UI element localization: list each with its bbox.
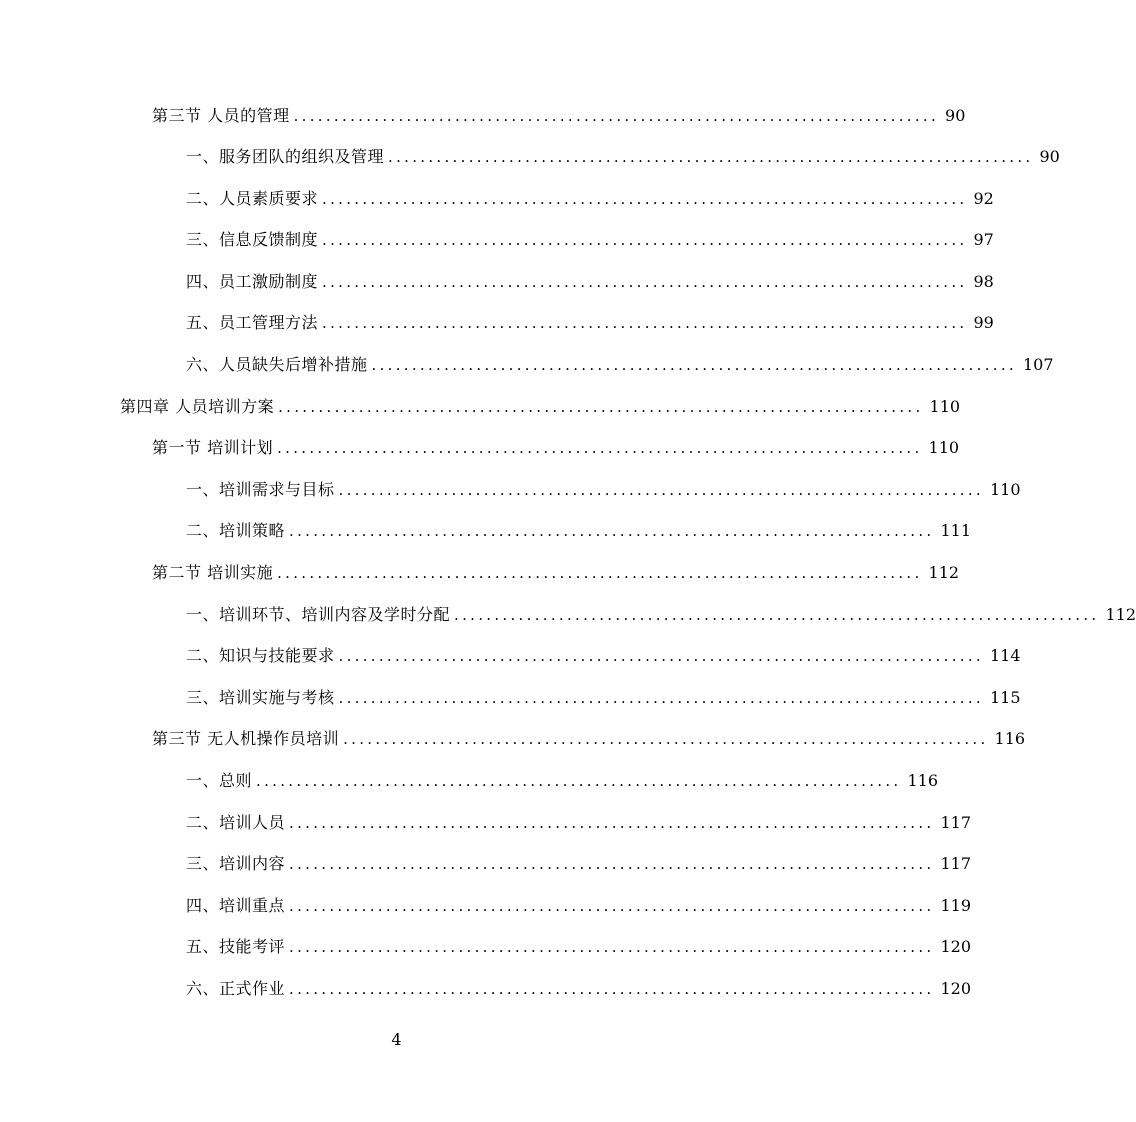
toc-entry-page: 110	[928, 438, 960, 457]
toc-entry[interactable]	[186, 641, 1021, 671]
toc-leader-dots: ................................................................................	[338, 647, 984, 665]
toc-entry-title: 二、知识与技能要求	[186, 646, 335, 665]
toc-entry-page: 120	[940, 979, 972, 998]
toc-leader-dots: ................................................................................	[289, 980, 935, 998]
toc-entry-page: 112	[928, 563, 960, 582]
toc-leader-dots: ................................................................................	[454, 606, 1100, 624]
toc-leader-dots: ................................................................................	[338, 481, 984, 499]
toc-entry[interactable]	[152, 558, 960, 588]
toc-entry[interactable]	[186, 932, 972, 962]
toc-entry-title: 一、总则	[186, 771, 253, 790]
toc-entry-title: 二、培训策略	[186, 521, 286, 540]
toc-entry-title: 六、人员缺失后增补措施	[186, 355, 368, 374]
toc-leader-dots: ................................................................................	[256, 772, 902, 790]
toc-entry-title: 二、人员素质要求	[186, 189, 319, 208]
toc-entry[interactable]	[186, 808, 972, 838]
toc-entry-title: 第三节 无人机操作员培训	[152, 729, 340, 748]
toc-entry-page: 120	[940, 937, 972, 956]
toc-entry[interactable]	[186, 184, 994, 214]
toc-entry[interactable]	[186, 225, 994, 255]
toc-entry-page: 110	[929, 397, 961, 416]
toc-entry-page: 98	[973, 272, 994, 291]
toc-entry-title: 三、信息反馈制度	[186, 230, 319, 249]
toc-entry-title: 第三节 人员的管理	[152, 106, 290, 125]
toc-leader-dots: ................................................................................	[322, 231, 968, 249]
toc-entry[interactable]	[152, 433, 960, 463]
toc-entry[interactable]	[186, 267, 994, 297]
toc-entry[interactable]	[186, 849, 972, 879]
toc-entry-page: 99	[973, 313, 994, 332]
toc-entry-title: 一、服务团队的组织及管理	[186, 147, 385, 166]
toc-entry[interactable]	[186, 600, 1136, 630]
toc-leader-dots: ................................................................................	[277, 439, 923, 457]
toc-entry-title: 三、培训实施与考核	[186, 688, 335, 707]
toc-entry-title: 二、培训人员	[186, 813, 286, 832]
toc-entry-page: 119	[940, 896, 972, 915]
toc-entry-page: 111	[940, 521, 972, 540]
toc-leader-dots: ................................................................................	[289, 855, 935, 873]
toc-leader-dots: ................................................................................	[322, 273, 968, 291]
toc-entry[interactable]	[186, 142, 1060, 172]
toc-entry-title: 三、培训内容	[186, 854, 286, 873]
toc-entry-page: 116	[994, 729, 1026, 748]
toc-leader-dots: ................................................................................	[289, 814, 935, 832]
toc-leader-dots: ................................................................................	[293, 107, 940, 125]
toc-entry-title: 第四章 人员培训方案	[120, 397, 275, 416]
toc-leader-dots: ................................................................................	[322, 190, 968, 208]
toc-entry[interactable]	[152, 101, 966, 131]
toc-entry-title: 六、正式作业	[186, 979, 286, 998]
toc-entry[interactable]	[186, 683, 1021, 713]
toc-entry[interactable]	[186, 974, 972, 1004]
toc-entry-page: 107	[1022, 355, 1054, 374]
toc-entry-page: 117	[940, 813, 972, 832]
toc-entry-page: 92	[973, 189, 994, 208]
toc-entry-page: 90	[945, 106, 966, 125]
toc-entry-title: 第一节 培训计划	[152, 438, 274, 457]
page-number: 4	[391, 1030, 402, 1049]
toc-entry-page: 114	[989, 646, 1021, 665]
toc-entry[interactable]	[186, 475, 1021, 505]
toc-entry-title: 四、员工激励制度	[186, 272, 319, 291]
toc-entry[interactable]	[186, 308, 994, 338]
toc-leader-dots: ................................................................................	[371, 356, 1017, 374]
toc-leader-dots: ................................................................................	[278, 398, 924, 416]
toc-entry-title: 四、培训重点	[186, 896, 286, 915]
toc-entry-page: 117	[940, 854, 972, 873]
toc-entry-page: 110	[989, 480, 1021, 499]
toc-leader-dots: ................................................................................	[289, 522, 935, 540]
toc-leader-dots: ................................................................................	[322, 314, 968, 332]
toc-leader-dots: ................................................................................	[343, 730, 989, 748]
toc-entry[interactable]	[186, 766, 939, 796]
toc-entry-page: 90	[1039, 147, 1060, 166]
toc-entry-page: 116	[907, 771, 939, 790]
toc-entry-title: 一、培训环节、培训内容及学时分配	[186, 605, 451, 624]
toc-entry[interactable]	[186, 516, 972, 546]
toc-entry-title: 一、培训需求与目标	[186, 480, 335, 499]
toc-entry-page: 97	[973, 230, 994, 249]
toc-leader-dots: ................................................................................	[289, 938, 935, 956]
toc-leader-dots: ................................................................................	[277, 564, 923, 582]
toc-leader-dots: ................................................................................	[388, 148, 1034, 166]
toc-entry[interactable]	[186, 891, 972, 921]
toc-entry-title: 五、技能考评	[186, 937, 286, 956]
toc-entry[interactable]	[120, 392, 961, 422]
toc-entry-title: 第二节 培训实施	[152, 563, 274, 582]
toc-entry[interactable]	[152, 724, 1026, 754]
toc-entry-title: 五、员工管理方法	[186, 313, 319, 332]
toc-entry-page: 115	[989, 688, 1021, 707]
toc-entry[interactable]	[186, 350, 1054, 380]
toc-leader-dots: ................................................................................	[338, 689, 984, 707]
toc-leader-dots: ................................................................................	[289, 897, 935, 915]
toc-entry-page: 112	[1105, 605, 1136, 624]
